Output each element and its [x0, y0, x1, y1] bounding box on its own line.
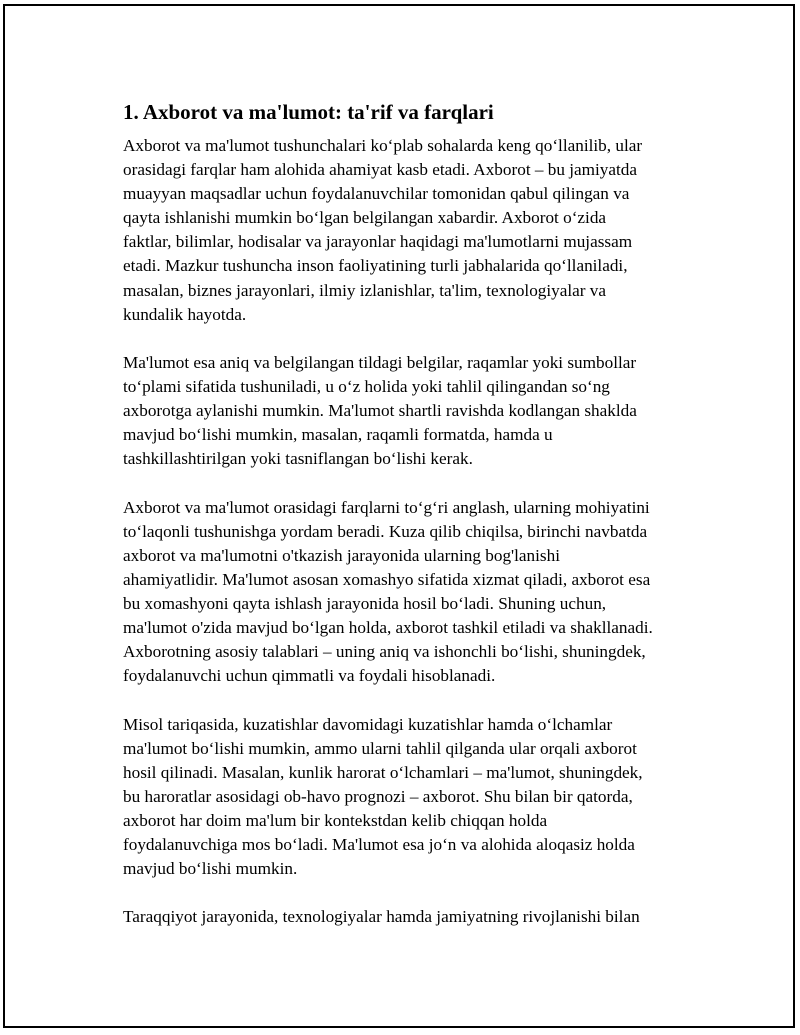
- text-line: ahamiyatlidir. Ma'lumot asosan xomashyo sifatida xizmat qiladi, axborot esa: [123, 569, 651, 589]
- text-line: Axborot va ma'lumot tushunchalari ko‘plab sohalarda keng qo‘llanilib, ular: [123, 136, 643, 155]
- text-line: mavjud bo‘lishi mumkin, masalan, raqamli formatda, hamda u: [123, 425, 553, 445]
- text-line: Ma'lumot esa aniq va belgilangan tildagi belgilar, raqamlar yoki sumbollar: [123, 352, 637, 372]
- text-line: foydalanuvchi uchun qimmatli va foydali hisoblanadi.: [123, 666, 496, 686]
- text-line: to‘laqonli tushunishga yordam beradi. Kuza qilib chiqilsa, birinchi navbatda: [123, 521, 648, 541]
- text-line: bu haroratlar asosidagi ob-havo prognozi – axborot. Shu bilan bir qatorda,: [123, 786, 633, 806]
- text-line: masalan, biznes jarayonlari, ilmiy izlanishlar, ta'lim, texnologiyalar va: [123, 280, 607, 300]
- text-line: Axborotning asosiy talablari – uning aniq va ishonchli bo‘lishi, shuningdek,: [123, 642, 646, 662]
- text-line: to‘plami sifatida tushuniladi, u o‘z holida yoki tahlil qilingandan so‘ng: [123, 377, 610, 397]
- section-heading: 1. Axborot va ma'lumot: ta'rif va farqlari: [123, 100, 494, 124]
- text-line: qayta ishlanishi mumkin bo‘lgan belgilangan xabardir. Axborot o‘zida: [123, 208, 607, 228]
- text-line: foydalanuvchiga mos bo‘ladi. Ma'lumot esa jo‘n va alohida aloqasiz holda: [123, 835, 635, 854]
- text-line: bu xomashyoni qayta ishlash jarayonida hosil bo‘ladi. Shuning uchun,: [123, 593, 607, 613]
- text-line: Taraqqiyot jarayonida, texnologiyalar hamda jamiyatning rivojlanishi bilan: [123, 907, 640, 927]
- paragraph-3: [123, 496, 689, 689]
- text-line: ma'lumot bo‘lishi mumkin, ammo ularni tahlil qilganda ular orqali axborot: [123, 738, 637, 758]
- text-line: muayyan maqsadlar uchun foydalanuvchilar tomonidan qabul qilingan va: [123, 184, 630, 204]
- text-line: hosil qilinadi. Masalan, kunlik harorat o‘lchamlari – ma'lumot, shuningdek,: [123, 762, 643, 782]
- text-line: Misol tariqasida, kuzatishlar davomidagi kuzatishlar hamda o‘lchamlar: [123, 714, 613, 734]
- paragraph-1: [123, 134, 689, 327]
- document-body: [123, 98, 689, 954]
- text-line: faktlar, bilimlar, hodisalar va jarayonlar haqidagi ma'lumotlarni mujassam: [123, 232, 633, 252]
- paragraph-5: [123, 905, 689, 929]
- text-line: axborot har doim ma'lum bir kontekstdan kelib chiqqan holda: [123, 810, 548, 830]
- text-line: tashkillashtirilgan yoki tasniflangan bo‘lishi kerak.: [123, 449, 473, 469]
- text-line: ma'lumot o'zida mavjud bo‘lgan holda, axborot tashkil etiladi va shakllanadi.: [123, 618, 653, 638]
- paragraph-4: [123, 713, 689, 882]
- page-frame: [3, 4, 795, 1028]
- text-line: kundalik hayotda.: [123, 304, 247, 324]
- text-line: Axborot va ma'lumot orasidagi farqlarni to‘g‘ri anglash, ularning mohiyatini: [123, 497, 650, 517]
- paragraph-2: [123, 351, 689, 471]
- text-line: orasidagi farqlar ham alohida ahamiyat kasb etadi. Axborot – bu jamiyatda: [123, 160, 638, 180]
- text-line: etadi. Mazkur tushuncha inson faoliyatining turli jabhalarida qo‘llaniladi,: [123, 256, 628, 276]
- text-line: mavjud bo‘lishi mumkin.: [123, 859, 298, 879]
- text-line: axborotga aylanishi mumkin. Ma'lumot shartli ravishda kodlangan shaklda: [123, 401, 637, 421]
- text-line: axborot va ma'lumotni o'tkazish jarayonida ularning bog'lanishi: [123, 545, 560, 565]
